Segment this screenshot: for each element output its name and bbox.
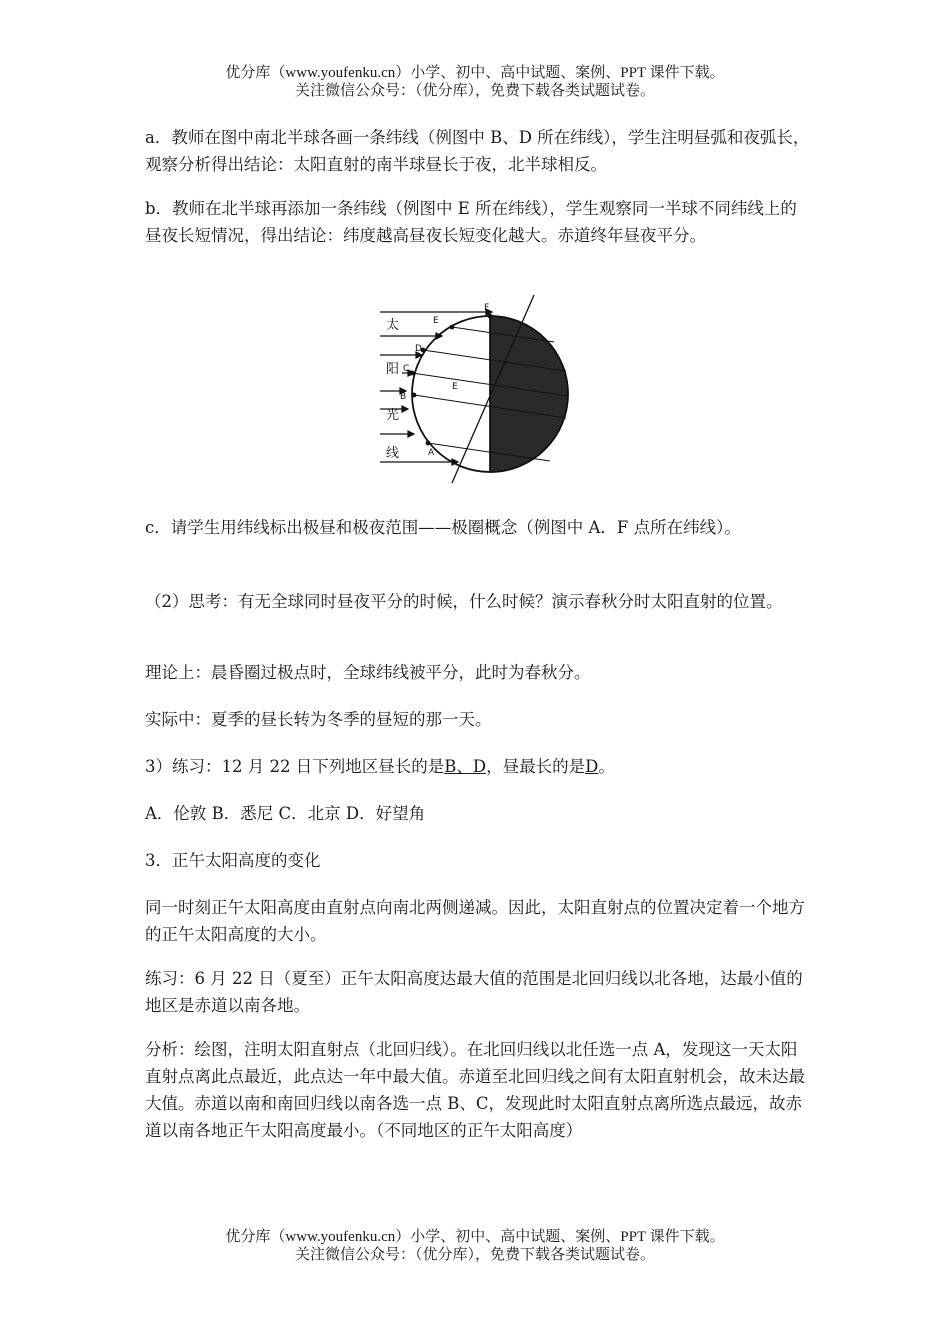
paragraph-a: a．教师在图中南北半球各画一条纬线（例图中 B、D 所在纬线），学生注明昼弧和夜弧长，观察分析得出结论：太阳直射的南半球昼长于夜，北半球相反。 — [145, 128, 810, 174]
axis-mark: E — [452, 382, 458, 392]
diagram-svg — [378, 293, 578, 485]
latitude-points — [410, 314, 493, 446]
exercise-3-middle: ，昼最长的是 — [486, 757, 586, 776]
paragraph-exercise-3 — [145, 753, 810, 780]
side-label-guang: 光 — [386, 408, 400, 423]
paragraph-analysis: 分析：绘图，注明太阳直射点（北回归线）。在北回归线以北任选一点 A，发现这一天太阳直射点离此点最近，此点达一年中最大值。赤道至北回归线之间有太阳直射机会，故未达最大值。赤道以南和南回归线以南各选一点 B、C，发现此时太阳直射点离所选点最远，故赤道以南各地正午太阳高度最小。（不同地区的正午太阳高度） — [145, 1040, 805, 1140]
side-label-tai: 太 — [386, 318, 400, 333]
label-c: C — [403, 364, 410, 374]
paragraph-theory: 理论上：晨昏圈过极点时，全球纬线被平分，此时为春秋分。 — [145, 663, 591, 682]
page-footer — [0, 1228, 950, 1264]
side-label-yang: 阳 — [386, 362, 400, 377]
label-e: E — [433, 316, 439, 326]
footer-line-2: 关注微信公众号：（优分库），免费下载各类试题试卷。 — [294, 1247, 655, 1263]
exercise-3-text: 3）练习：12 月 22 日下列地区昼长的是 — [145, 757, 445, 776]
exercise-3-answer-2: D — [585, 757, 599, 776]
section-heading-3: 3．正午太阳高度的变化 — [145, 851, 321, 870]
exercise-3-end: 。 — [598, 757, 615, 776]
label-f: F — [484, 303, 490, 313]
paragraph-practice: 实际中：夏季的昼长转为冬季的昼短的那一天。 — [145, 710, 492, 729]
label-b: B — [400, 392, 407, 402]
side-label-xian: 线 — [386, 446, 400, 461]
paragraph-options: A．伦敦 B．悉尼 C．北京 D．好望角 — [145, 804, 426, 823]
exercise-3-answer-1: B、D — [444, 757, 487, 776]
paragraph-think: （2）思考：有无全球同时昼夜平分的时候，什么时候？演示春秋分时太阳直射的位置。 — [145, 592, 783, 611]
header-line-2: 关注微信公众号：（优分库），免费下载各类试题试卷。 — [294, 83, 655, 99]
page-header — [0, 64, 950, 100]
footer-line-1: 优分库（www.youfenku.cn）小学、初中、高中试题、案例、PPT 课件下载。 — [225, 1229, 725, 1245]
label-a: A — [428, 448, 435, 458]
paragraph-c: c．请学生用纬线标出极昼和极夜范围——极圈概念（例图中 A．F 点所在纬线）。 — [145, 518, 741, 537]
paragraph-b: b．教师在北半球再添加一条纬线（例图中 E 所在纬线），学生观察同一半球不同纬线上的昼夜长短情况，得出结论：纬度越高昼夜长短变化越大。赤道终年昼夜平分。 — [145, 199, 797, 245]
paragraph-solstice-exercise: 练习：6 月 22 日（夏至）正午太阳高度达最大值的范围是北回归线以北各地，达最小值的地区是赤道以南各地。 — [145, 969, 803, 1015]
earth-illumination-diagram — [378, 293, 578, 489]
header-line-1: 优分库（www.youfenku.cn）小学、初中、高中试题、案例、PPT 课件下载。 — [225, 65, 725, 81]
paragraph-noon: 同一时刻正午太阳高度由直射点向南北两侧递减。因此，太阳直射点的位置决定着一个地方的正午太阳高度的大小。 — [145, 898, 805, 944]
label-d: D — [415, 344, 422, 354]
